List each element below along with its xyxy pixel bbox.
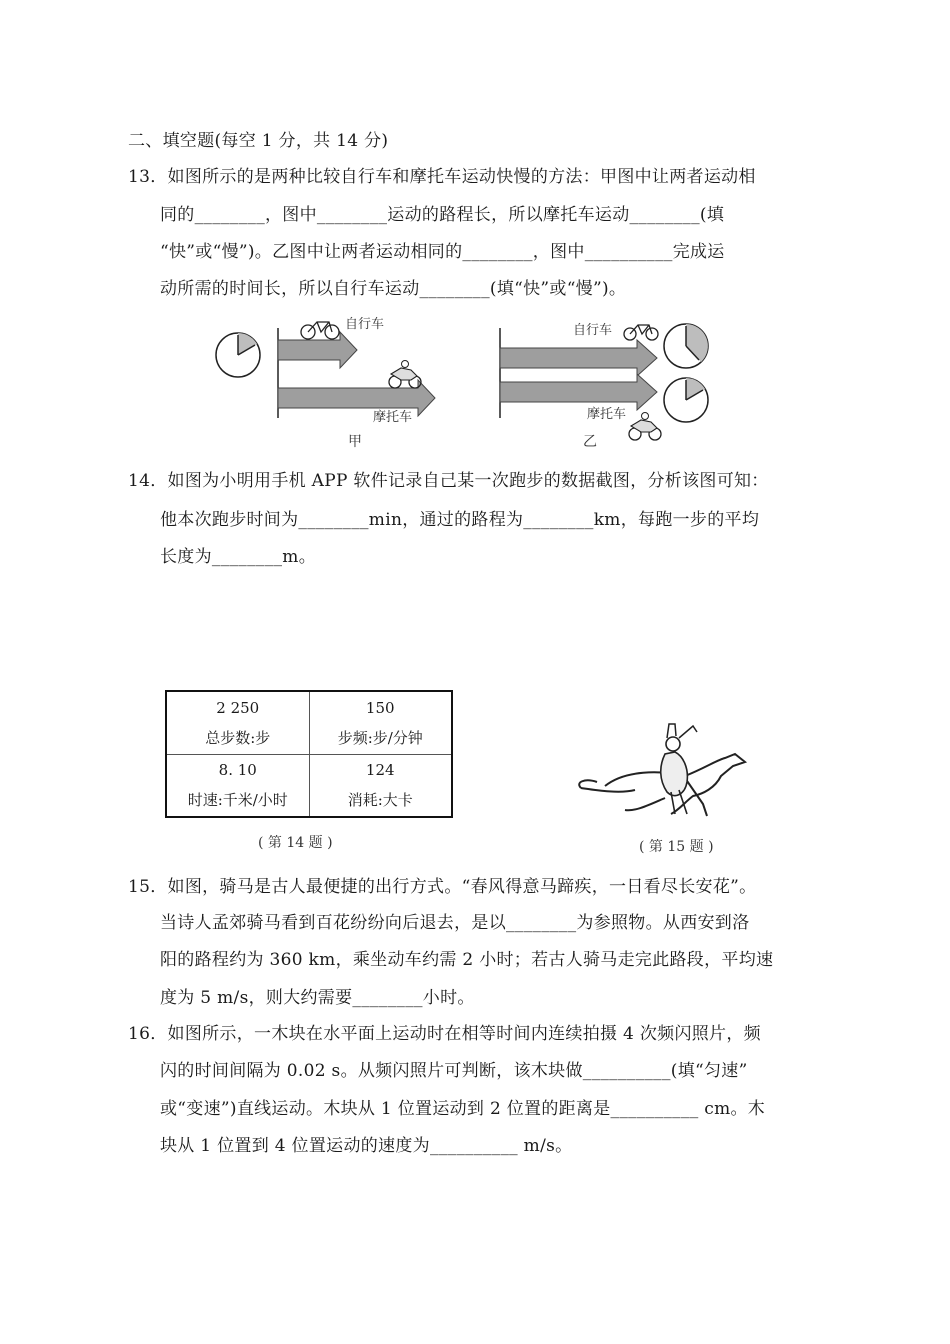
q16-line-1: 16．如图所示，一木块在水平面上运动时在相等时间内连续拍摄 4 次频闪照片，频 [128, 1024, 761, 1044]
table-cell [166, 754, 309, 817]
table-cell [309, 691, 452, 754]
clock-icon [216, 333, 260, 377]
section-heading: 二、填空题(每空 1 分，共 14 分) [128, 131, 389, 151]
q14-caption: ( 第 14 题 ) [258, 835, 333, 851]
q15-line-4: 度为 5 m/s，则大约需要________小时。 [160, 988, 475, 1008]
q15-line-2: 当诗人孟郊骑马看到百花纷纷向后退去，是以________为参照物。从西安到洛 [160, 913, 750, 933]
motorcycle-icon [629, 413, 661, 441]
q13-line-3: “快”或“慢”)。乙图中让两者运动相同的________，图中__________完成运 [160, 242, 725, 262]
bike-arrow [500, 340, 657, 376]
bicycle-icon [624, 325, 658, 340]
q13-line-1: 13．如图所示的是两种比较自行车和摩托车运动快慢的方法：甲图中让两者运动相 [128, 167, 756, 187]
bike-arrow [278, 332, 357, 368]
clock-icon [664, 378, 708, 422]
cell-value: 8. 10 [218, 761, 257, 780]
run-data-table [165, 690, 453, 818]
q13-line-2: 同的________，图中________运动的路程长，所以摩托车运动________(填 [160, 205, 725, 225]
bicycle-icon [301, 322, 339, 339]
caption-yi: 乙 [583, 434, 597, 450]
motorcycle-icon [389, 361, 421, 389]
q15-line-1: 15．如图，骑马是古人最便捷的出行方式。“春风得意马蹄疾，一日看尽长安花”。 [128, 877, 757, 897]
moto-label-right: 摩托车 [587, 407, 627, 422]
moto-arrow [500, 374, 657, 410]
horse-rider-illustration [575, 718, 750, 823]
cell-value: 124 [365, 761, 395, 780]
cell-label: 总步数:步 [205, 728, 271, 747]
caption-jia: 甲 [348, 434, 362, 450]
q14-line-1: 14．如图为小明用手机 APP 软件记录自己某一次跑步的数据截图，分析该图可知： [128, 471, 769, 491]
cell-label: 步频:步/分钟 [337, 728, 423, 747]
q16-line-4: 块从 1 位置到 4 位置运动的速度为__________ m/s。 [160, 1136, 573, 1156]
q13-figure [205, 310, 725, 455]
cell-label: 消耗:大卡 [347, 791, 413, 810]
q16-line-3: 或“变速”)直线运动。木块从 1 位置运动到 2 位置的距离是__________ cm。木 [160, 1099, 766, 1119]
bike-label-right: 自行车 [573, 323, 613, 338]
table-cell [309, 754, 452, 817]
cell-label: 时速:千米/小时 [187, 791, 288, 810]
cell-value: 2 250 [216, 698, 260, 717]
q14-line-2: 他本次跑步时间为________min，通过的路程为________km，每跑一步的平均 [160, 510, 760, 530]
bike-label-left: 自行车 [345, 317, 385, 332]
q16-line-2: 闪的时间间隔为 0.02 s。从频闪照片可判断，该木块做__________(填“匀速” [160, 1061, 748, 1081]
clock-icon [664, 324, 708, 368]
q14-line-3: 长度为________m。 [160, 547, 317, 567]
q15-caption: ( 第 15 题 ) [639, 839, 714, 855]
cell-value: 150 [365, 698, 395, 717]
q15-line-3: 阳的路程约为 360 km，乘坐动车约需 2 小时；若古人骑马走完此路段，平均速 [160, 950, 774, 970]
moto-label-left: 摩托车 [373, 410, 413, 425]
table-cell [166, 691, 309, 754]
q13-line-4: 动所需的时间长，所以自行车运动________(填“快”或“慢”)。 [160, 279, 627, 299]
